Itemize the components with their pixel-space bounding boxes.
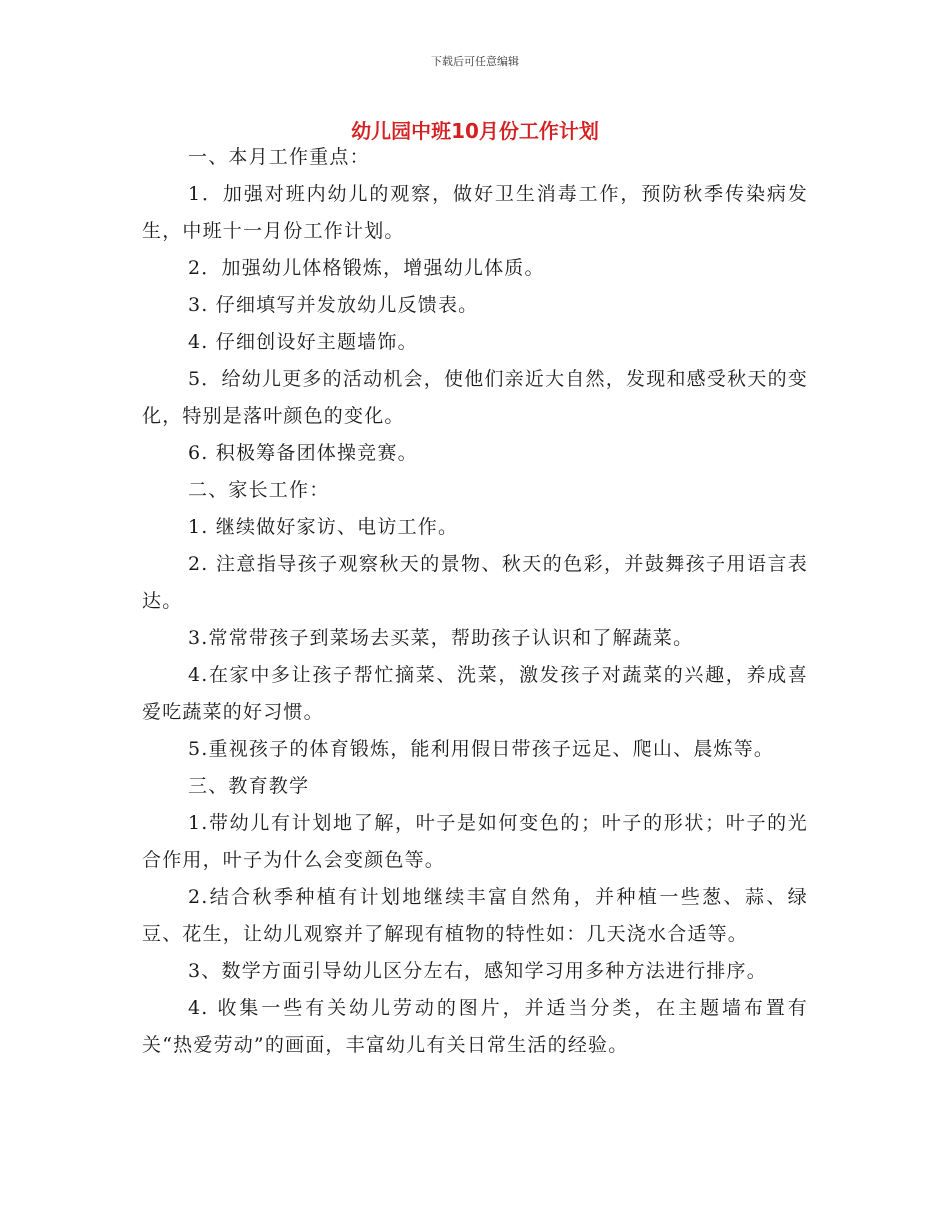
paragraph: 2. 注意指导孩子观察秋天的景物、秋天的色彩，并鼓舞孩子用语言表达。: [142, 553, 808, 612]
paragraph: 3. 仔细填写并发放幼儿反馈表。: [188, 294, 479, 316]
paragraph: 1.带幼儿有计划地了解，叶子是如何变色的；叶子的形状；叶子的光合作用，叶子为什么会变颜色等。: [142, 812, 808, 871]
section-heading-3: 三、教育教学: [188, 775, 310, 797]
paragraph: 4. 收集一些有关幼儿劳动的图片，并适当分类，在主题墙布置有关“热爱劳动”的画面，丰富幼儿有关日常生活的经验。: [142, 997, 808, 1056]
paragraph: 1. 继续做好家访、电访工作。: [188, 516, 459, 538]
paragraph: 4. 仔细创设好主题墙饰。: [188, 331, 418, 353]
paragraph: 5．给幼儿更多的活动机会，使他们亲近大自然，发现和感受秋天的变化，特别是落叶颜色的变化。: [142, 368, 808, 427]
paragraph: 1．加强对班内幼儿的观察，做好卫生消毒工作，预防秋季传染病发生，中班十一月份工作计划。: [142, 183, 808, 242]
section-heading-1: 一、本月工作重点：: [188, 146, 370, 168]
paragraph: 3.常常带孩子到菜场去买菜，帮助孩子认识和了解蔬菜。: [188, 627, 694, 649]
section-heading-2: 二、家长工作：: [188, 479, 330, 501]
paragraph: 6. 积极筹备团体操竞赛。: [188, 442, 418, 464]
paragraph: 5.重视孩子的体育锻炼，能利用假日带孩子远足、爬山、晨炼等。: [188, 738, 775, 760]
document-body: [142, 139, 808, 1064]
header-note: 下载后可任意编辑: [431, 55, 519, 68]
document-title: 幼儿园中班10月份工作计划: [351, 119, 599, 143]
paragraph: 3、数学方面引导幼儿区分左右，感知学习用多种方法进行排序。: [188, 960, 767, 982]
paragraph: 2.结合秋季种植有计划地继续丰富自然角，并种植一些葱、蒜、绿豆、花生，让幼儿观察并了解现有植物的特性如：几天浇水合适等。: [142, 886, 808, 945]
paragraph: 2．加强幼儿体格锻炼，增强幼儿体质。: [188, 257, 545, 279]
paragraph: 4.在家中多让孩子帮忙摘菜、洗菜，激发孩子对蔬菜的兴趣，养成喜爱吃蔬菜的好习惯。: [142, 664, 808, 723]
